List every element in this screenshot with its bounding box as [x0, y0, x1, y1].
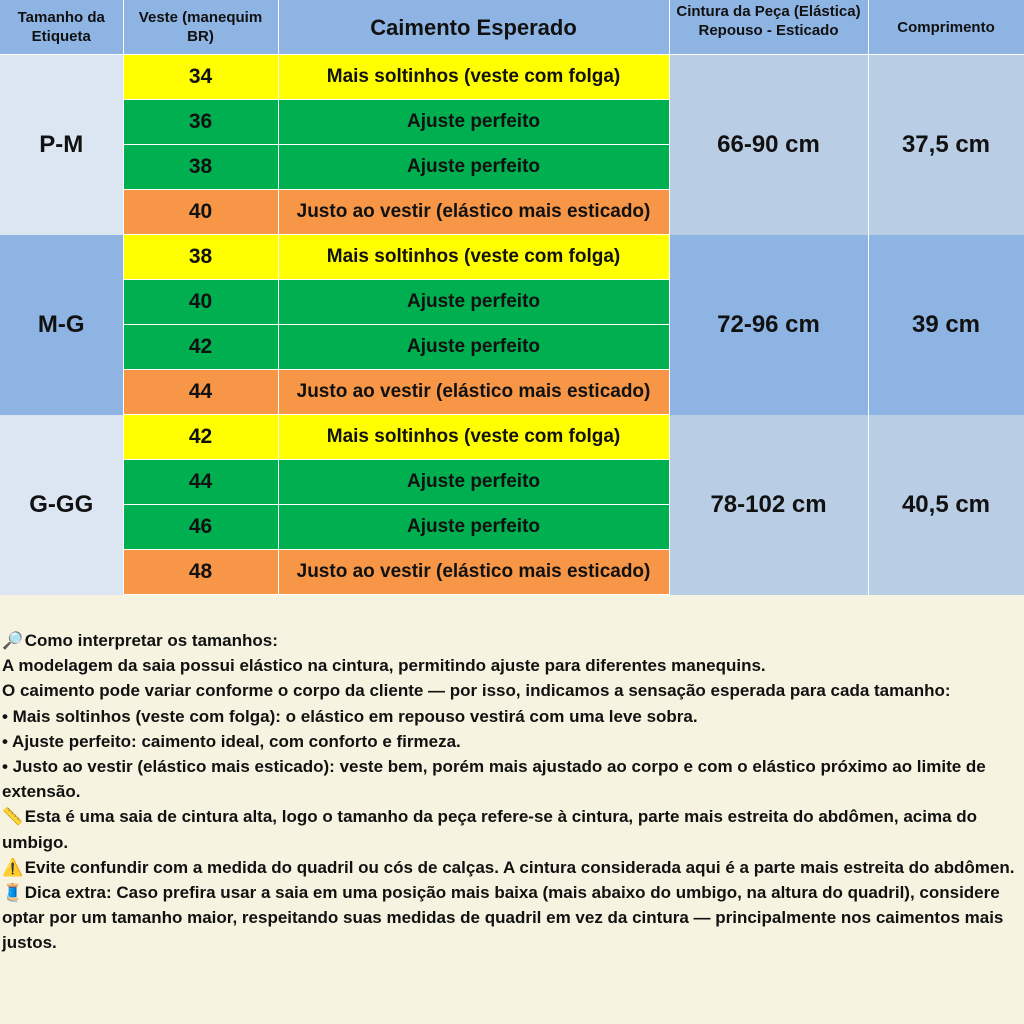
manequim-cell: 42: [123, 415, 278, 460]
magnifier-icon: 🔎: [2, 631, 24, 650]
length-cell: 39 cm: [868, 235, 1024, 415]
notes-bullet-tight: • Justo ao vestir (elástico mais esticado): veste bem, porém mais ajustado ao corpo e com o elástico próximo ao limite de extensão.: [2, 757, 986, 802]
fit-cell: Ajuste perfeito: [278, 505, 669, 550]
fit-cell: Mais soltinhos (veste com folga): [278, 415, 669, 460]
header-wears: Veste (manequim BR): [123, 0, 278, 55]
manequim-cell: 48: [123, 550, 278, 595]
tag-size-cell: G-GG: [0, 415, 123, 595]
tag-size-cell: P-M: [0, 55, 123, 235]
tag-size-cell: M-G: [0, 235, 123, 415]
header-waist-label: Cintura da Peça (Elástica) Repouso - Esticado: [676, 3, 861, 39]
notes-intro: A modelagem da saia possui elástico na cintura, permitindo ajuste para diferentes manequins.: [2, 656, 766, 676]
notes-title: Como interpretar os tamanhos:: [24, 631, 278, 650]
waist-cell: 72-96 cm: [669, 235, 868, 415]
notes-high-waist-line: [0, 804, 1024, 854]
waist-cell: 66-90 cm: [669, 55, 868, 235]
fit-cell: Ajuste perfeito: [278, 145, 669, 190]
notes-title-line: [0, 628, 1024, 653]
fit-cell: Mais soltinhos (veste com folga): [278, 55, 669, 100]
notes-tip-line: [0, 880, 1024, 956]
thread-spool-icon: 🧵: [2, 883, 24, 903]
manequim-cell: 40: [123, 190, 278, 235]
table-row: [0, 55, 1024, 100]
table-row: [0, 235, 1024, 280]
warning-icon: ⚠️: [2, 857, 24, 877]
header-row: [0, 0, 1024, 55]
header-length: Comprimento: [868, 0, 1024, 55]
waist-cell: 78-102 cm: [669, 415, 868, 595]
manequim-cell: 34: [123, 55, 278, 100]
header-tag-size: Tamanho da Etiqueta: [0, 0, 123, 55]
fit-cell: Ajuste perfeito: [278, 100, 669, 145]
fit-cell: Ajuste perfeito: [278, 460, 669, 505]
header-fit: Caimento Esperado: [278, 0, 669, 55]
fit-cell: Justo ao vestir (elástico mais esticado): [278, 550, 669, 595]
manequim-cell: 36: [123, 100, 278, 145]
notes-high-waist: Esta é uma saia de cintura alta, logo o tamanho da peça refere-se à cintura, parte mais estreita do abdômen, acima do umbigo.: [2, 807, 978, 852]
notes-warning: Evite confundir com a medida do quadril ou cós de calças. A cintura considerada aqui é a parte mais estreita do abdômen.: [20, 857, 1015, 877]
fit-cell: Justo ao vestir (elástico mais esticado): [278, 190, 669, 235]
manequim-cell: 42: [123, 325, 278, 370]
table-row: [0, 415, 1024, 460]
header-waist: [669, 0, 868, 55]
notes-bullet-loose: • Mais soltinhos (veste com folga): o elástico em repouso vestirá com uma leve sobra.: [2, 706, 698, 726]
notes-tip: Dica extra: Caso prefira usar a saia em uma posição mais baixa (mais abaixo do umbigo, na altura do quadril), considere optar por um tamanho maior, respeitando suas medidas de quadril em vez da cintura — principalmente nos caimentos mais justos.: [2, 883, 1004, 953]
manequim-cell: 38: [123, 235, 278, 280]
manequim-cell: 38: [123, 145, 278, 190]
notes-warning-line: [0, 855, 1024, 880]
manequim-cell: 46: [123, 505, 278, 550]
fit-cell: Mais soltinhos (veste com folga): [278, 235, 669, 280]
notes-bullet-perfect: • Ajuste perfeito: caimento ideal, com conforto e firmeza.: [2, 731, 461, 751]
fit-cell: Ajuste perfeito: [278, 325, 669, 370]
notes-section: [0, 628, 1024, 956]
ruler-icon: 📏: [2, 807, 24, 827]
manequim-cell: 40: [123, 280, 278, 325]
length-cell: 40,5 cm: [868, 415, 1024, 595]
notes-variation: O caimento pode variar conforme o corpo da cliente — por isso, indicamos a sensação esperada para cada tamanho:: [2, 681, 951, 701]
size-table-body: [0, 55, 1024, 595]
manequim-cell: 44: [123, 370, 278, 415]
length-cell: 37,5 cm: [868, 55, 1024, 235]
fit-cell: Justo ao vestir (elástico mais esticado): [278, 370, 669, 415]
manequim-cell: 44: [123, 460, 278, 505]
fit-cell: Ajuste perfeito: [278, 280, 669, 325]
